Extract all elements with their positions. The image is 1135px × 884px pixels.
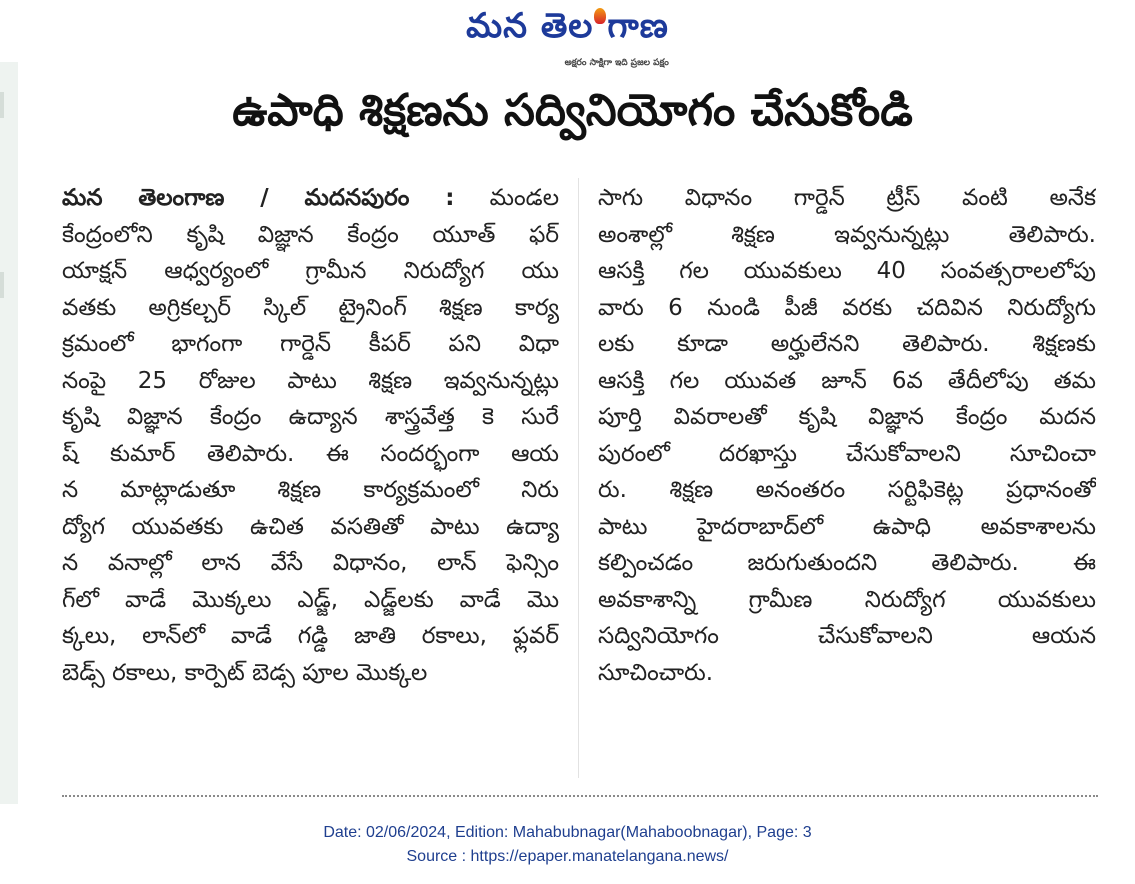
article-text-line — [598, 326, 1096, 363]
article-line-text: పాటు హైదరాబాద్‌లో ఉపాధి అవకాశాలను — [598, 513, 1096, 540]
article-text-line — [598, 363, 1096, 400]
article-line-text: అంశాల్లో శిక్షణ ఇవ్వనున్నట్లు తెలిపారు. — [598, 221, 1096, 248]
article-text-line — [62, 217, 559, 254]
article-line-text: పురంలో దరఖాస్తు చేసుకోవాలని సూచించా — [598, 440, 1096, 467]
logo-text-part1: మన తెల — [466, 6, 594, 46]
article-line-text: క్కలు, లాన్‌లో వాడే గడ్డి జాతి రకాలు, ఫ్లవర్ — [62, 623, 559, 649]
source-line: Source : https://epaper.manatelangana.news/ — [406, 848, 729, 865]
dotted-separator — [62, 795, 1098, 797]
article-text-line — [598, 253, 1096, 290]
article-line-text: న మాట్లాడుతూ శిక్షణ కార్యక్రమంలో నిరు — [62, 477, 559, 503]
article-line-text: వారు 6 నుండి పీజీ వరకు చదివిన నిరుద్యోగు — [598, 294, 1096, 321]
article-line-text: ద్యోగ యువతకు ఉచిత వసతితో పాటు ఉద్యా — [62, 513, 559, 540]
article-text-line — [62, 180, 559, 217]
article-line-text: కేంద్రంలోని కృషి విజ్ఞాన కేంద్రం యూత్ ఫర్ — [62, 221, 559, 248]
article-text-line — [62, 655, 559, 692]
article-line-text: ష్ కుమార్ తెలిపారు. ఈ సందర్భంగా ఆయ — [62, 440, 559, 467]
article-text-line — [62, 399, 559, 436]
article-text-line — [598, 618, 1096, 655]
edge-mark — [0, 272, 4, 298]
article-line-text: రు. శిక్షణ అనంతరం సర్టిఫికెట్ల ప్రధానంతో — [598, 477, 1096, 503]
edition-date-line: Date: 02/06/2024, Edition: Mahabubnagar(Mahaboobnagar), Page: 3 — [323, 824, 812, 841]
article-line-text: పూర్తి వివరాలతో కృషి విజ్ఞాన కేంద్రం మదన — [598, 404, 1096, 430]
article-line-text: లకు కూడా అర్హులేనని తెలిపారు. శిక్షణకు — [598, 331, 1096, 357]
article-text-line — [598, 290, 1096, 327]
article-line-text: కృషి విజ్ఞాన కేంద్రం ఉద్యాన శాస్త్రవేత్త కె సురే — [62, 404, 559, 430]
article-text-line — [62, 253, 559, 290]
article-text-line — [62, 472, 559, 509]
article-text-line — [62, 363, 559, 400]
page-footer — [0, 821, 1135, 869]
article-text-line — [598, 655, 1096, 692]
article-line-text: అవకాశాన్ని గ్రామీణ నిరుద్యోగ యువకులు — [598, 586, 1096, 613]
masthead — [0, 6, 1135, 83]
flame-icon — [594, 8, 606, 24]
article-line-text: క్రమంలో భాగంగా గార్డెన్ కీపర్ పని విధా — [62, 331, 559, 357]
logo-tagline: అక్షరం సాక్షిగా ఇది ప్రజల పక్షం — [564, 58, 669, 68]
article-line-text: ఆసక్తి గల యువత జూన్ 6వ తేదీలోపు తమ — [598, 367, 1096, 394]
article-headline: ఉపాధి శిక్షణను సద్వినియోగం చేసుకోండి — [232, 85, 913, 136]
article-line-text: యాక్షన్ ఆధ్వర్యంలో గ్రామీన నిరుద్యోగ యు — [62, 258, 559, 284]
article-line-text: సద్వినియోగం చేసుకోవాలని ఆయన — [598, 623, 1096, 649]
article-text-line — [598, 545, 1096, 582]
article-line-text: న వనాల్లో లాన వేసే విధానం, లాన్ ఫెన్సిం — [62, 550, 559, 576]
article-text-line — [598, 180, 1096, 217]
article-column-2 — [598, 180, 1096, 691]
article-text-line — [62, 509, 559, 546]
article-line-text: మండల — [454, 185, 559, 211]
article-text-line — [598, 509, 1096, 546]
article-text-line — [598, 582, 1096, 619]
article-line-text: ఆసక్తి గల యువకులు 40 సంవత్సరాలలోపు — [598, 258, 1096, 284]
article-text-line — [598, 217, 1096, 254]
article-line-text: సూచించారు. — [598, 659, 714, 686]
article-line-text: బెడ్స్ రకాలు, కార్పెట్ బెడ్స పూల మొక్కల — [62, 659, 428, 686]
article-text-line — [598, 472, 1096, 509]
article-byline: మన తెలంగాణ / మదనపురం : — [62, 185, 455, 211]
article-text-line — [62, 618, 559, 655]
article-line-text: గ్‌లో వాడే మొక్కలు ఎడ్జ్, ఎడ్జ్‌లకు వాడే మొ — [62, 586, 559, 613]
column-divider — [578, 178, 579, 778]
edge-mark — [0, 92, 4, 118]
article-line-text: కల్పించడం జరుగుతుందని తెలిపారు. ఈ — [598, 550, 1096, 576]
newspaper-logo — [466, 6, 669, 83]
article-text-line — [62, 582, 559, 619]
page-edge-strip — [0, 62, 18, 804]
article-line-text: నంపై 25 రోజుల పాటు శిక్షణ ఇవ్వనున్నట్లు — [62, 367, 559, 394]
article-column-1 — [62, 180, 559, 691]
article-text-line — [62, 545, 559, 582]
article-line-text: వతకు అగ్రికల్చర్ స్కిల్ ట్రైనింగ్ శిక్షణ కార్య — [62, 294, 559, 321]
article-text-line — [62, 290, 559, 327]
logo-text-part2: గాణ — [607, 6, 669, 46]
article-text-line — [62, 326, 559, 363]
article-text-line — [598, 436, 1096, 473]
article-text-line — [598, 399, 1096, 436]
article-line-text: సాగు విధానం గార్డెన్ ట్రీస్ వంటి అనేక — [598, 185, 1096, 211]
article-text-line — [62, 436, 559, 473]
